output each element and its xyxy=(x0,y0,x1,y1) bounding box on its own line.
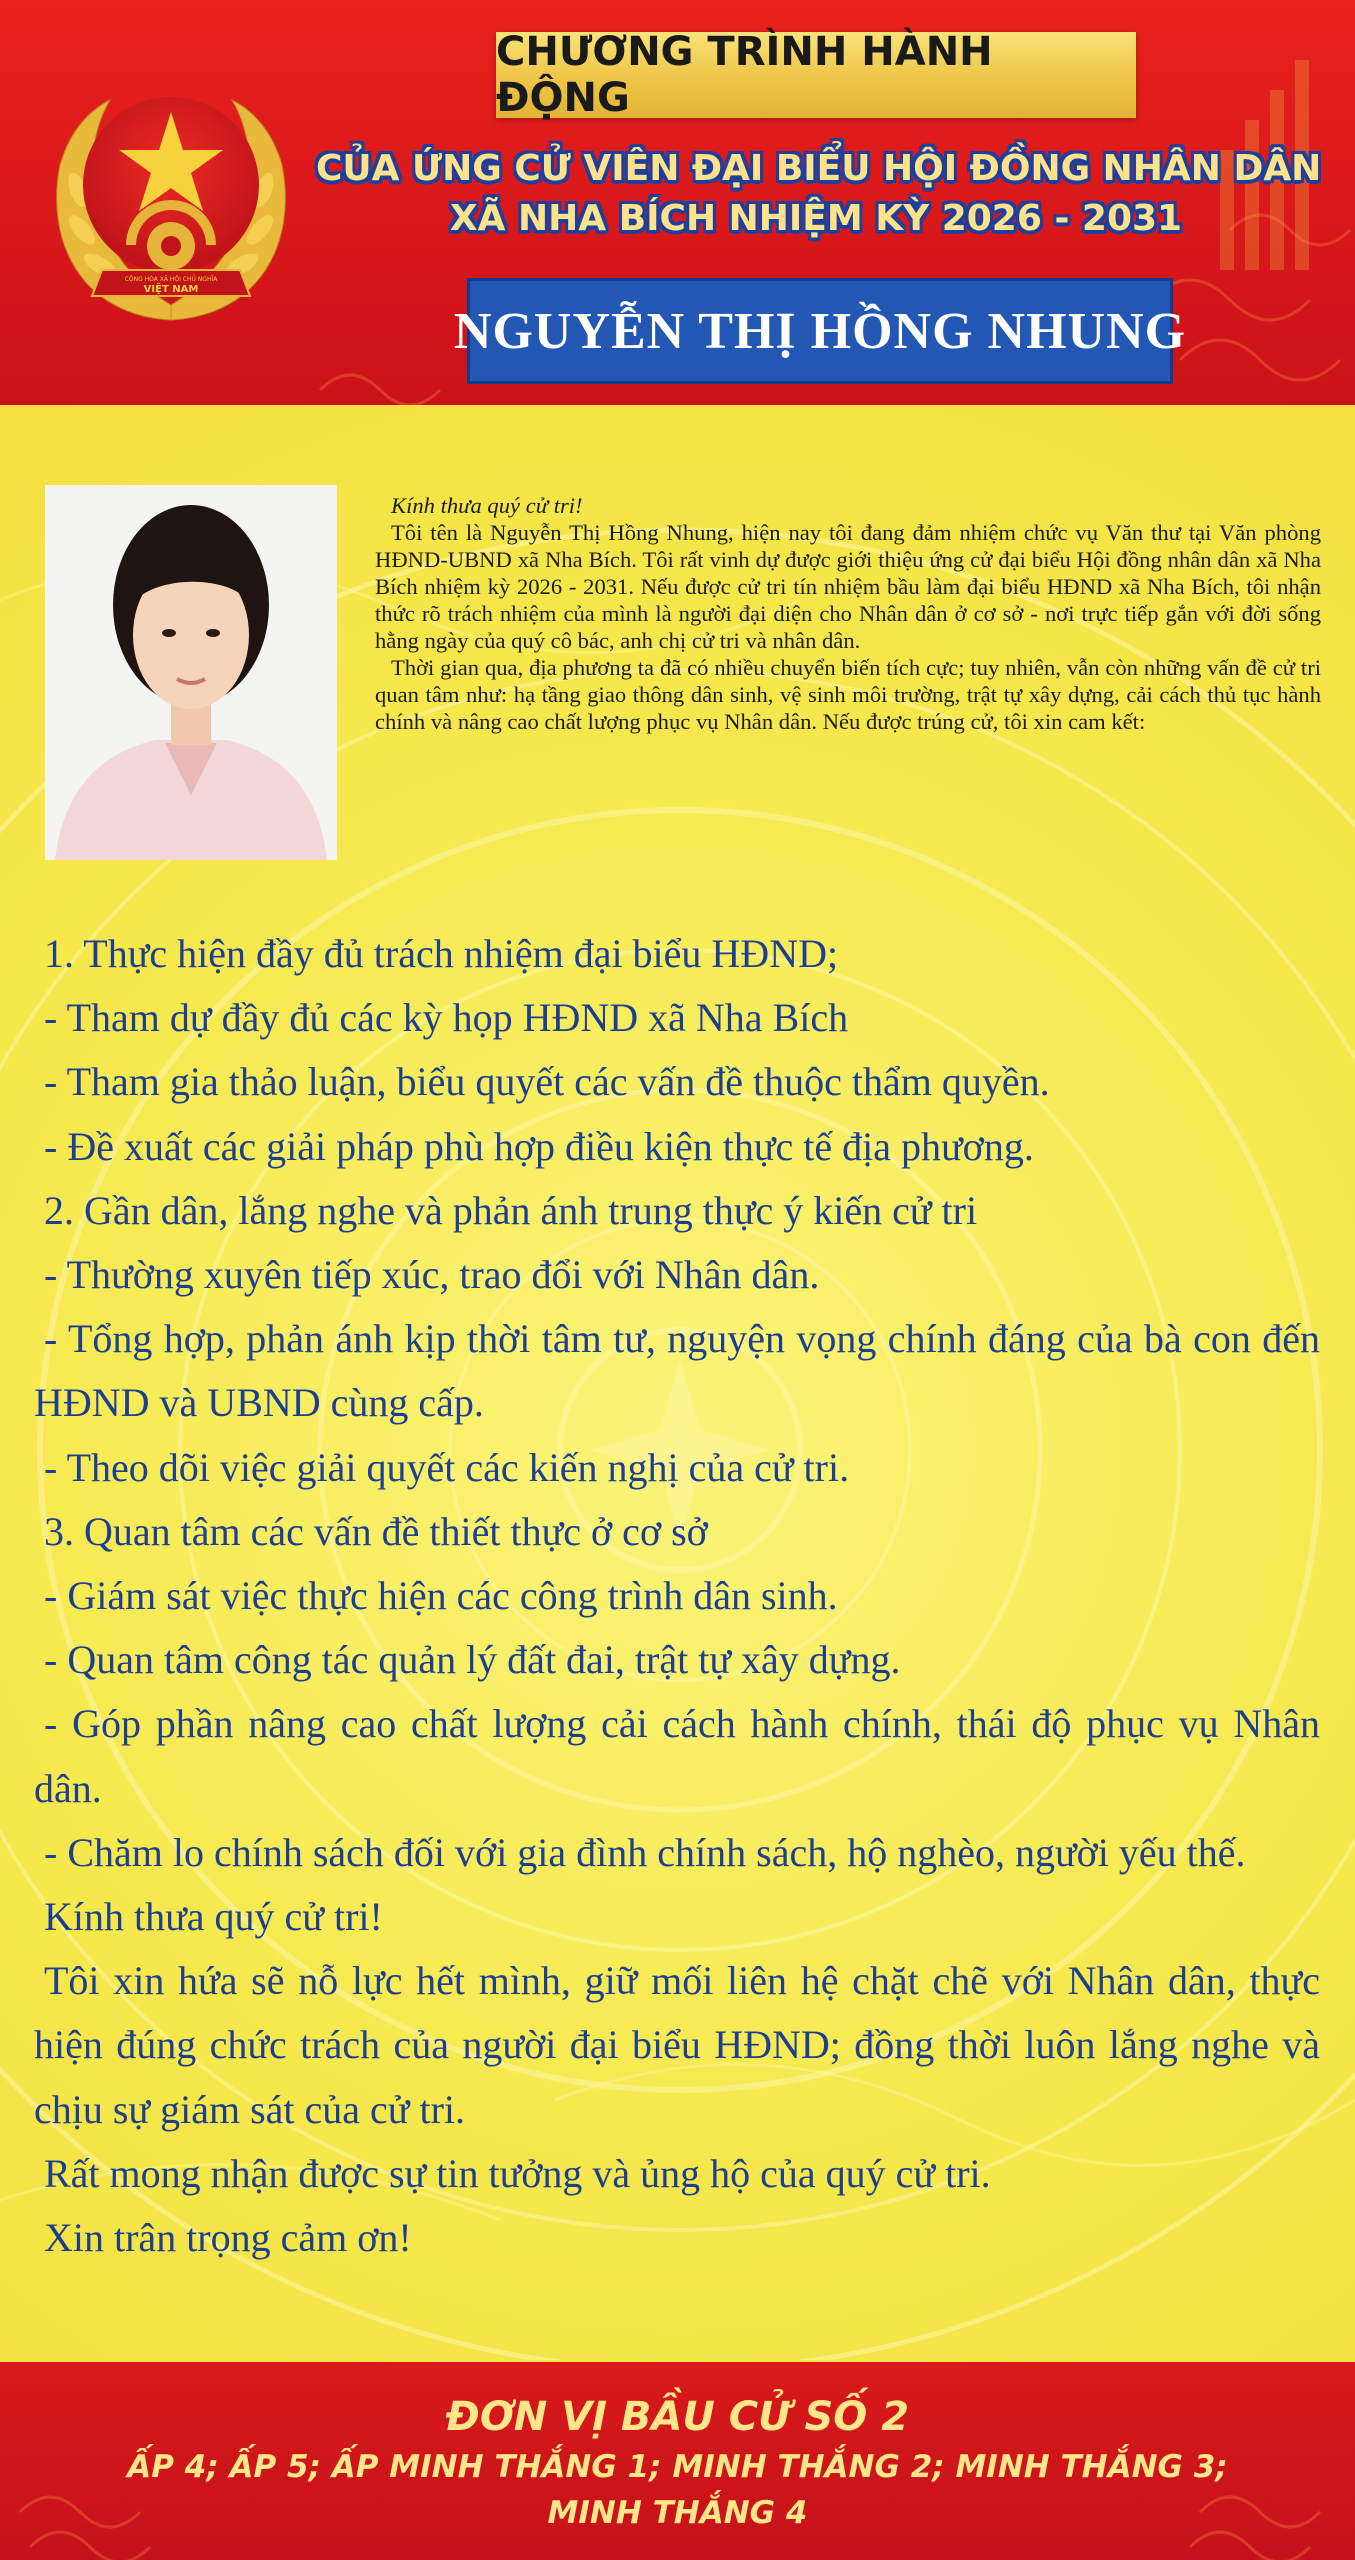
election-areas-line-2: MINH THẮNG 4 xyxy=(547,2495,808,2531)
commitment-line: - Tham gia thảo luận, biểu quyết các vấn đề thuộc thẩm quyền. xyxy=(44,1059,1050,1105)
closing-greeting: Kính thưa quý cử tri! xyxy=(44,1894,383,1940)
intro-paragraph-1: Tôi tên là Nguyễn Thị Hồng Nhung, hiện nay tôi đang đảm nhiệm chức vụ Văn thư tại Văn phòng HĐND-UBND xã Nha Bích. Tôi rất vinh dự được giới thiệu ứng cử đại biểu Hội đồng nhân dân xã Nha Bích nhiệm kỳ 2026 - 2031. Nếu được cử tri tín nhiệm bầu làm đại biểu HĐND xã Nha Bích, tôi nhận thức rõ trách nhiệm của mình là người đại diện cho Nhân dân ở cơ sở - nơi trực tiếp gắn với đời sống hằng ngày của quý cô bác, anh chị cử tri và nhân dân. xyxy=(375,520,1321,653)
national-emblem-icon xyxy=(40,70,302,332)
commitment-line: - Góp phần nâng cao chất lượng cải cách hành chính, thái độ phục vụ Nhân dân. xyxy=(34,1701,1320,1811)
candidate-portrait xyxy=(45,485,337,860)
emblem-text: CỘNG HÒA XÃ HỘI CHỦ NGHĨA xyxy=(124,276,218,283)
commitment-line: - Thường xuyên tiếp xúc, trao đổi với Nhân dân. xyxy=(44,1252,820,1298)
candidate-name: NGUYỄN THỊ HỒNG NHUNG xyxy=(453,302,1187,360)
subtitle-line-2: XÃ NHA BÍCH NHIỆM KỲ 2026 - 2031 xyxy=(449,198,1183,239)
election-areas-line-1: ẤP 4; ẤP 5; ẤP MINH THẮNG 1; MINH THẮNG 2; MINH THẮNG 3; xyxy=(127,2449,1228,2485)
commitment-line: - Chăm lo chính sách đối với gia đình chính sách, hộ nghèo, người yếu thế. xyxy=(44,1829,1246,1875)
intro-section xyxy=(375,492,1321,735)
program-title: CHƯƠNG TRÌNH HÀNH ĐỘNG xyxy=(496,29,993,121)
commitment-line: 2. Gần dân, lắng nghe và phản ánh trung thực ý kiến cử tri xyxy=(44,1187,978,1233)
commitment-line: - Giám sát việc thực hiện các công trình dân sinh. xyxy=(44,1573,838,1619)
subtitle-line-1: CỦA ỨNG CỬ VIÊN ĐẠI BIỂU HỘI ĐỒNG NHÂN DÂN xyxy=(316,148,1322,189)
intro-greeting: Kính thưa quý cử tri! xyxy=(391,493,583,518)
closing-request: Rất mong nhận được sự tin tưởng và ủng hộ của quý cử tri. xyxy=(44,2150,991,2196)
closing-thanks: Xin trân trọng cảm ơn! xyxy=(44,2215,412,2261)
commitment-line: - Tham dự đầy đủ các kỳ họp HĐND xã Nha Bích xyxy=(44,995,849,1041)
commitment-line: - Tổng hợp, phản ánh kịp thời tâm tư, nguyện vọng chính đáng của bà con đến HĐND và UBND cùng cấp. xyxy=(34,1316,1320,1426)
commitment-line: 1. Thực hiện đầy đủ trách nhiệm đại biểu HĐND; xyxy=(44,931,839,976)
subtitle xyxy=(316,144,1322,244)
emblem-country: VIỆT NAM xyxy=(143,284,199,295)
election-unit: ĐƠN VỊ BẦU CỬ SỐ 2 xyxy=(445,2394,910,2440)
commitment-line: - Theo dõi việc giải quyết các kiến nghị của cử tri. xyxy=(44,1444,850,1490)
closing-promise: Tôi xin hứa sẽ nỗ lực hết mình, giữ mối liên hệ chặt chẽ với Nhân dân, thực hiện đúng chức trách của người đại biểu HĐND; đồng thời luôn lắng nghe và chịu sự giám sát của cử tri. xyxy=(34,1958,1320,2132)
footer xyxy=(0,2362,1355,2560)
title-banner xyxy=(496,29,1136,121)
header xyxy=(0,0,1355,405)
intro-paragraph-2: Thời gian qua, địa phương ta đã có nhiều chuyển biến tích cực; tuy nhiên, vẫn còn những vấn đề cử tri quan tâm như: hạ tầng giao thông dân sinh, vệ sinh môi trường, trật tự xây dựng, cải cách thủ tục hành chính và nâng cao chất lượng phục vụ Nhân dân. Nếu được trúng cử, tôi xin cam kết: xyxy=(375,655,1321,734)
commitment-line: - Quan tâm công tác quản lý đất đai, trật tự xây dựng. xyxy=(44,1637,901,1683)
commitments-section xyxy=(34,922,1320,2270)
footer-text xyxy=(0,2390,1355,2536)
commitment-line: 3. Quan tâm các vấn đề thiết thực ở cơ sở xyxy=(44,1508,708,1554)
commitment-line: - Đề xuất các giải pháp phù hợp điều kiện thực tế địa phương. xyxy=(44,1123,1034,1169)
candidate-name-banner xyxy=(453,278,1187,384)
